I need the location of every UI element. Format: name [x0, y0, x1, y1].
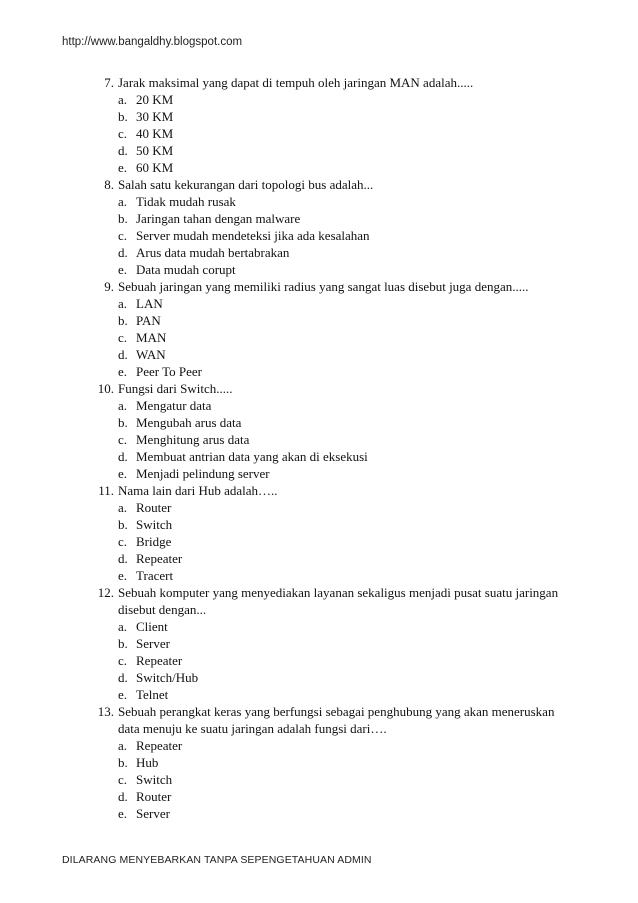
- question-number: 10.: [97, 381, 114, 396]
- option-text: Repeater: [136, 551, 183, 566]
- answer-option: [0, 516, 638, 533]
- question-number: 12.: [97, 585, 114, 600]
- option-text: Router: [136, 500, 172, 515]
- answer-option: [0, 499, 638, 516]
- question-line: [0, 380, 638, 397]
- question-list: [0, 74, 638, 822]
- question-text: Sebuah jaringan yang memiliki radius yang sangat luas disebut juga dengan.....: [118, 279, 529, 294]
- question-item: [0, 380, 638, 482]
- option-text: Peer To Peer: [136, 364, 202, 379]
- option-letter: b.: [118, 415, 128, 430]
- question-text: Salah satu kekurangan dari topologi bus adalah...: [118, 177, 374, 192]
- option-text: Server: [136, 636, 170, 651]
- option-letter: d.: [118, 347, 128, 362]
- answer-option: [0, 737, 638, 754]
- question-line: [0, 601, 638, 618]
- answer-option: [0, 295, 638, 312]
- answer-option: [0, 754, 638, 771]
- option-letter: d.: [118, 551, 128, 566]
- option-letter: d.: [118, 245, 128, 260]
- option-letter: b.: [118, 313, 128, 328]
- option-text: 40 KM: [136, 126, 174, 141]
- option-letter: e.: [118, 262, 128, 277]
- answer-option: [0, 652, 638, 669]
- option-text: Tracert: [136, 568, 174, 583]
- option-text: Router: [136, 789, 172, 804]
- answer-option: [0, 329, 638, 346]
- answer-option: [0, 142, 638, 159]
- option-letter: c.: [118, 534, 128, 549]
- answer-option: [0, 244, 638, 261]
- option-text: Menjadi pelindung server: [136, 466, 270, 481]
- question-item: [0, 278, 638, 380]
- question-number: 8.: [104, 177, 114, 192]
- option-text: Tidak mudah rusak: [136, 194, 236, 209]
- option-text: Bridge: [136, 534, 172, 549]
- answer-option: [0, 363, 638, 380]
- option-text: PAN: [136, 313, 161, 328]
- option-text: 30 KM: [136, 109, 174, 124]
- option-letter: c.: [118, 126, 128, 141]
- option-letter: b.: [118, 517, 128, 532]
- answer-option: [0, 125, 638, 142]
- option-letter: b.: [118, 636, 128, 651]
- option-text: Server: [136, 806, 170, 821]
- question-line: [0, 74, 638, 91]
- option-text: Mengatur data: [136, 398, 212, 413]
- answer-option: [0, 465, 638, 482]
- option-text: Client: [136, 619, 168, 634]
- answer-option: [0, 193, 638, 210]
- option-letter: a.: [118, 398, 128, 413]
- option-letter: c.: [118, 228, 128, 243]
- answer-option: [0, 805, 638, 822]
- option-letter: d.: [118, 670, 128, 685]
- option-text: 20 KM: [136, 92, 174, 107]
- answer-option: [0, 635, 638, 652]
- question-item: [0, 482, 638, 584]
- answer-option: [0, 686, 638, 703]
- option-letter: a.: [118, 619, 128, 634]
- option-text: 50 KM: [136, 143, 174, 158]
- option-text: Menghitung arus data: [136, 432, 250, 447]
- answer-option: [0, 431, 638, 448]
- option-letter: a.: [118, 738, 128, 753]
- question-line: [0, 703, 638, 720]
- option-letter: e.: [118, 466, 128, 481]
- question-line: [0, 176, 638, 193]
- option-text: Hub: [136, 755, 159, 770]
- answer-option: [0, 397, 638, 414]
- question-item: [0, 74, 638, 176]
- question-text: Fungsi dari Switch.....: [118, 381, 233, 396]
- option-letter: d.: [118, 449, 128, 464]
- option-letter: a.: [118, 500, 128, 515]
- question-number: 9.: [104, 279, 114, 294]
- question-number: 11.: [98, 483, 114, 498]
- option-text: Jaringan tahan dengan malware: [136, 211, 301, 226]
- answer-option: [0, 771, 638, 788]
- option-text: Switch: [136, 772, 173, 787]
- question-line: [0, 482, 638, 499]
- answer-option: [0, 261, 638, 278]
- option-text: Telnet: [136, 687, 169, 702]
- question-number: 7.: [104, 75, 114, 90]
- option-text: Data mudah corupt: [136, 262, 236, 277]
- question-text: Sebuah perangkat keras yang berfungsi sebagai penghubung yang akan meneruskan: [118, 704, 555, 719]
- option-letter: b.: [118, 109, 128, 124]
- question-text: disebut dengan...: [118, 602, 207, 617]
- page-header-url: http://www.bangaldhy.blogspot.com: [62, 36, 243, 48]
- option-letter: b.: [118, 755, 128, 770]
- option-letter: e.: [118, 806, 128, 821]
- answer-option: [0, 91, 638, 108]
- question-text: Jarak maksimal yang dapat di tempuh oleh jaringan MAN adalah.....: [118, 75, 474, 90]
- option-text: Arus data mudah bertabrakan: [136, 245, 290, 260]
- option-letter: d.: [118, 143, 128, 158]
- answer-option: [0, 788, 638, 805]
- option-text: Switch: [136, 517, 173, 532]
- question-text: Nama lain dari Hub adalah…..: [118, 483, 278, 498]
- answer-option: [0, 227, 638, 244]
- question-item: [0, 584, 638, 703]
- option-text: Mengubah arus data: [136, 415, 242, 430]
- option-letter: a.: [118, 194, 128, 209]
- option-text: Switch/Hub: [136, 670, 199, 685]
- option-letter: c.: [118, 653, 128, 668]
- answer-option: [0, 159, 638, 176]
- answer-option: [0, 108, 638, 125]
- option-letter: a.: [118, 296, 128, 311]
- option-letter: a.: [118, 92, 128, 107]
- option-letter: e.: [118, 364, 128, 379]
- answer-option: [0, 533, 638, 550]
- option-letter: c.: [118, 772, 128, 787]
- option-letter: d.: [118, 789, 128, 804]
- option-text: Server mudah mendeteksi jika ada kesalahan: [136, 228, 370, 243]
- option-text: Repeater: [136, 738, 183, 753]
- option-letter: e.: [118, 568, 128, 583]
- question-line: [0, 584, 638, 601]
- question-text: data menuju ke suatu jaringan adalah fungsi dari….: [118, 721, 387, 736]
- option-text: Membuat antrian data yang akan di eksekusi: [136, 449, 368, 464]
- question-line: [0, 720, 638, 737]
- option-letter: e.: [118, 160, 128, 175]
- answer-option: [0, 669, 638, 686]
- option-text: WAN: [136, 347, 166, 362]
- answer-option: [0, 210, 638, 227]
- question-item: [0, 176, 638, 278]
- question-item: [0, 703, 638, 822]
- answer-option: [0, 567, 638, 584]
- answer-option: [0, 618, 638, 635]
- option-text: MAN: [136, 330, 167, 345]
- question-text: Sebuah komputer yang menyediakan layanan sekaligus menjadi pusat suatu jaringan: [118, 585, 559, 600]
- option-letter: c.: [118, 330, 128, 345]
- answer-option: [0, 550, 638, 567]
- option-text: Repeater: [136, 653, 183, 668]
- page-footer-notice: DILARANG MENYEBARKAN TANPA SEPENGETAHUAN ADMIN: [62, 854, 372, 866]
- question-line: [0, 278, 638, 295]
- answer-option: [0, 414, 638, 431]
- option-letter: e.: [118, 687, 128, 702]
- answer-option: [0, 312, 638, 329]
- answer-option: [0, 448, 638, 465]
- option-text: LAN: [136, 296, 163, 311]
- answer-option: [0, 346, 638, 363]
- question-number: 13.: [97, 704, 114, 719]
- option-letter: b.: [118, 211, 128, 226]
- option-text: 60 KM: [136, 160, 174, 175]
- option-letter: c.: [118, 432, 128, 447]
